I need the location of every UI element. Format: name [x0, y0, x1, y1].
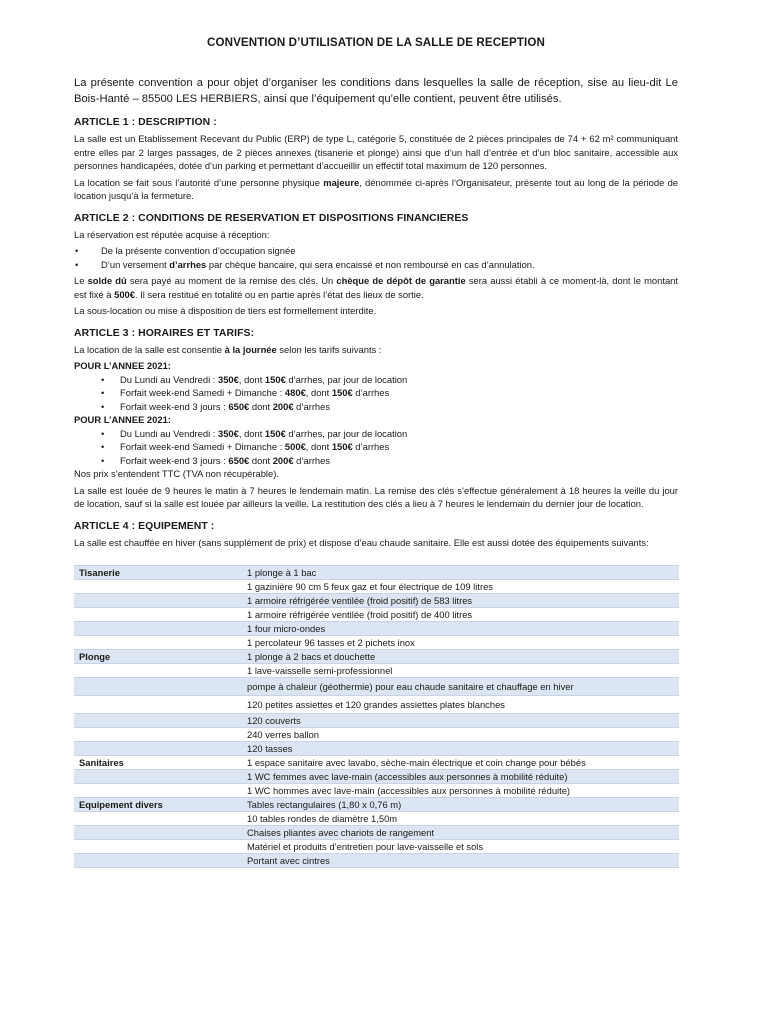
- item-cell: 120 petites assiettes et 120 grandes assiettes plates blanches: [242, 696, 679, 714]
- year-label: POUR L’ANNEE 2021:: [74, 414, 171, 425]
- category-cell: [74, 622, 242, 636]
- item-cell: 120 tasses: [242, 742, 679, 756]
- text-run: Le: [74, 275, 88, 286]
- article-1-paragraph-2: [74, 176, 678, 203]
- bold-run: solde dû: [87, 275, 127, 286]
- item-cell: 1 percolateur 96 tasses et 2 pichets inox: [242, 636, 679, 650]
- table-row: [74, 784, 679, 798]
- rate-item: [74, 440, 678, 454]
- item-cell: 1 plonge à 1 bac: [242, 566, 679, 580]
- deposit: 200€: [272, 400, 294, 412]
- category-cell: Plonge: [74, 650, 242, 664]
- list-item: • De la présente convention d’occupation signée: [74, 244, 678, 258]
- list-item: [74, 258, 678, 272]
- text-run: , dont: [305, 441, 332, 452]
- text-run: Forfait week-end 3 jours :: [120, 454, 229, 466]
- item-cell: Portant avec cintres: [242, 854, 679, 868]
- reservation-conditions-list: [74, 244, 678, 271]
- item-cell: 1 espace sanitaire avec lavabo, sèche-main électrique et coin change pour bébés: [242, 756, 679, 770]
- table-row: [74, 826, 679, 840]
- text-run: sera aussi établi à ce moment-là, dont le montant est fixé à: [74, 275, 678, 300]
- item-cell: 10 tables rondes de diamètre 1,50m: [242, 812, 679, 826]
- category-cell: [74, 840, 242, 854]
- article-2-section: [74, 213, 678, 318]
- deposit: 150€: [331, 441, 353, 452]
- deposit: 150€: [264, 373, 286, 385]
- article-2-heading: ARTICLE 2 : CONDITIONS DE RESERVATION ET DISPOSITIONS FINANCIERES: [74, 212, 469, 224]
- table-row: [74, 812, 679, 826]
- category-cell: [74, 608, 242, 622]
- item-cell: 1 gazinière 90 cm 5 feux gaz et four électrique de 109 litres: [242, 580, 679, 594]
- table-row: [74, 840, 679, 854]
- text-run: selon les tarifs suivants :: [276, 343, 382, 355]
- article-1-section: [74, 117, 678, 203]
- text-run: Forfait week-end Samedi + Dimanche :: [120, 387, 285, 398]
- bold-run: d’arrhes: [169, 258, 207, 270]
- table-row: [74, 622, 679, 636]
- article-1-paragraph-1: La salle est un Etablissement Recevant du Public (ERP) de type L, catégorie 5, constituée de 2 pièces principales de 74 + 62 m² communiquant entre elles par 2 larges passages, de 2 pièces annexes (tisanerie et plonge) ainsi que d’un hall d’entrée et d’un bloc sanitaire, accessible aux personnes handicapées, dotée d’un parking et permettant d’accueillir un effectif total maximum de 120 personnes.: [74, 133, 678, 171]
- text-run: par chèque bancaire, qui sera encaissé et non remboursé en cas d’annulation.: [206, 258, 535, 270]
- category-cell: Sanitaires: [74, 756, 242, 770]
- category-cell: Equipement divers: [74, 798, 242, 812]
- bold-run: majeure: [323, 176, 360, 188]
- table-row: [74, 728, 679, 742]
- text-run: dont: [249, 454, 273, 466]
- category-cell: [74, 742, 242, 756]
- table-row: [74, 636, 679, 650]
- category-cell: [74, 594, 242, 608]
- item-cell: 120 couverts: [242, 714, 679, 728]
- deposit: 150€: [264, 427, 286, 439]
- rate-item: [74, 386, 678, 400]
- item-cell: 1 four micro-ondes: [242, 622, 679, 636]
- price: 650€: [228, 454, 250, 466]
- item-cell: 1 plonge à 2 bacs et douchette: [242, 650, 679, 664]
- table-row: [74, 650, 679, 664]
- article-2-paragraph-1: La réservation est réputée acquise à réception:: [74, 228, 270, 240]
- text-run: Forfait week-end Samedi + Dimanche :: [120, 441, 285, 452]
- text-run: Du Lundi au Vendredi :: [120, 373, 218, 385]
- article-3-heading: ARTICLE 3 : HORAIRES ET TARIFS:: [74, 327, 255, 339]
- bold-run: chèque de dépôt de garantie: [336, 275, 466, 286]
- category-cell: [74, 728, 242, 742]
- category-cell: [74, 854, 242, 868]
- article-4-paragraph-1: La salle est chauffée en hiver (sans supplément de prix) et dispose d’eau chaude sanitaire. Elle est aussi dotée des équipements suivants:: [74, 536, 649, 548]
- article-3-paragraph-3: La salle est louée de 9 heures le matin à 7 heures le lendemain matin. La remise des clés s’effectue généralement à 18 heures la veille du jour de location, sauf si la salle est louée par ailleurs la veille. La restitution des clés a lieu à 7 heures le lendemain du dernier jour de location.: [74, 484, 678, 509]
- table-row: [74, 696, 679, 714]
- rate-list: [74, 427, 678, 468]
- article-2-paragraph-3: La sous-location ou mise à disposition de tiers est formellement interdite.: [74, 305, 377, 316]
- rate-item: [74, 427, 678, 441]
- deposit: 150€: [331, 387, 353, 398]
- text-run: D’un versement: [101, 258, 170, 270]
- item-cell: 1 WC hommes avec lave-main (accessibles aux personnes à mobilité réduite): [242, 784, 679, 798]
- category-cell: [74, 696, 242, 714]
- rate-list: [74, 373, 678, 414]
- text-run: La location de la salle est consentie: [74, 343, 225, 355]
- equipment-table: [74, 565, 679, 868]
- category-cell: [74, 678, 242, 696]
- article-2-paragraph-2: [74, 274, 678, 301]
- text-run: sera payé au moment de la remise des clés. Un: [126, 275, 337, 286]
- bold-run: à la journée: [224, 343, 277, 355]
- rate-item: [74, 373, 678, 387]
- category-cell: [74, 714, 242, 728]
- price: 350€: [218, 373, 239, 385]
- table-row: [74, 714, 679, 728]
- category-cell: [74, 770, 242, 784]
- table-row: [74, 742, 679, 756]
- table-row: [74, 580, 679, 594]
- price: 500€: [284, 441, 306, 452]
- table-row: [74, 566, 679, 580]
- text-run: dont: [249, 400, 273, 412]
- price: 480€: [284, 387, 306, 398]
- text-run: d’arrhes: [352, 387, 390, 398]
- text-run: Du Lundi au Vendredi :: [120, 427, 218, 439]
- deposit: 200€: [272, 454, 294, 466]
- text-run: d’arrhes, par jour de location: [285, 427, 408, 439]
- text-run: d’arrhes: [352, 441, 390, 452]
- price: 350€: [218, 427, 239, 439]
- text-run: d’arrhes, par jour de location: [285, 373, 408, 385]
- category-cell: [74, 826, 242, 840]
- text-run: , dont: [238, 427, 265, 439]
- category-cell: Tisanerie: [74, 566, 242, 580]
- text-run: , dont: [238, 373, 265, 385]
- table-row: [74, 854, 679, 868]
- item-cell: 1 WC femmes avec lave-main (accessibles aux personnes à mobilité réduite): [242, 770, 679, 784]
- rate-item: [74, 400, 678, 414]
- item-cell: 1 armoire réfrigérée ventilée (froid positif) de 583 litres: [242, 594, 679, 608]
- text-run: La location se fait sous l’autorité d’une personne physique: [74, 176, 324, 188]
- item-cell: Chaises pliantes avec chariots de rangement: [242, 826, 679, 840]
- article-3-paragraph-1: [74, 343, 678, 357]
- category-cell: [74, 812, 242, 826]
- table-row: [74, 756, 679, 770]
- article-3-section: [74, 328, 678, 511]
- category-cell: [74, 636, 242, 650]
- price: 650€: [228, 400, 250, 412]
- rate-item: [74, 454, 678, 468]
- document-title: CONVENTION D’UTILISATION DE LA SALLE DE RECEPTION: [207, 36, 545, 49]
- table-row: [74, 798, 679, 812]
- article-4-section: [74, 521, 678, 869]
- category-cell: [74, 664, 242, 678]
- article-4-heading: ARTICLE 4 : EQUIPEMENT :: [74, 520, 215, 532]
- category-cell: [74, 580, 242, 594]
- item-cell: Tables rectangulaires (1,80 x 0,76 m): [242, 798, 679, 812]
- category-cell: [74, 784, 242, 798]
- article-1-heading: ARTICLE 1 : DESCRIPTION :: [74, 117, 217, 128]
- item-cell: 240 verres ballon: [242, 728, 679, 742]
- year-label: POUR L’ANNEE 2021:: [74, 360, 171, 371]
- item-cell: 1 lave-vaisselle semi-professionnel: [242, 664, 679, 678]
- text-run: Forfait week-end 3 jours :: [120, 400, 229, 412]
- table-row: [74, 678, 679, 696]
- intro-paragraph: La présente convention a pour objet d’organiser les conditions dans lesquelles la salle de réception, sise au lieu-dit Le Bois-Hanté – 85500 LES HERBIERS, ainsi que l’équipement qu’elle contient, peuvent être utilisés.: [74, 77, 678, 105]
- text-run: d’arrhes: [293, 454, 331, 466]
- text-run: . Il sera restitué en totalité ou en partie après l’état des lieux de sortie.: [134, 288, 424, 300]
- text-run: , dont: [305, 387, 332, 398]
- article-3-paragraph-2: Nos prix s’entendent TTC (TVA non récupérable).: [74, 468, 279, 479]
- item-cell: 1 armoire réfrigérée ventilée (froid positif) de 400 litres: [242, 608, 679, 622]
- table-row: [74, 608, 679, 622]
- bold-run: 500€: [114, 288, 135, 300]
- table-row: [74, 770, 679, 784]
- table-row: [74, 594, 679, 608]
- item-cell: pompe à chaleur (géothermie) pour eau chaude sanitaire et chauffage en hiver: [242, 678, 679, 696]
- item-cell: Matériel et produits d’entretien pour lave-vaisselle et sols: [242, 840, 679, 854]
- text-run: d’arrhes: [293, 400, 331, 412]
- text-run: , dénommée ci-après l’Organisateur, présente tout au long de la période de location jusqu’à la fermeture.: [74, 176, 678, 201]
- table-row: [74, 664, 679, 678]
